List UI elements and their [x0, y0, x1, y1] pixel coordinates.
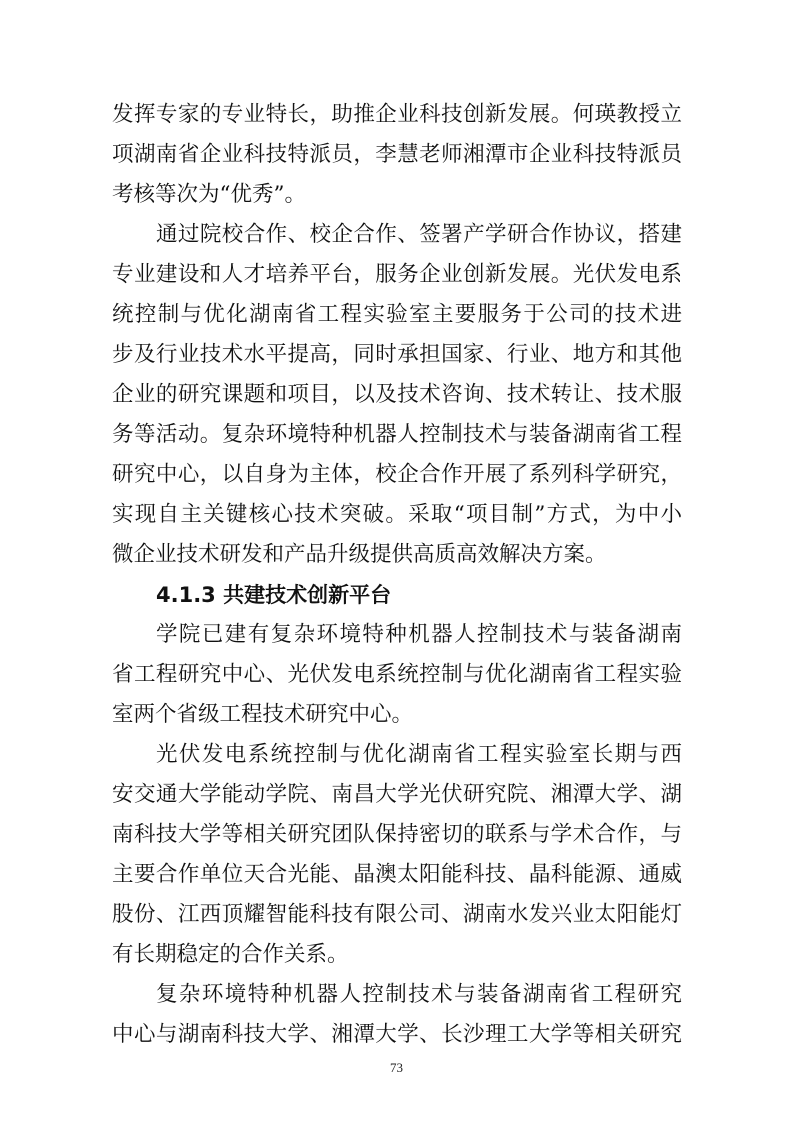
- body-text-line: 务等活动。复杂环境特种机器人控制技术与装备湖南省工程: [112, 422, 682, 447]
- body-text-line: 专业建设和人才培养平台，服务企业创新发展。光伏发电系: [112, 262, 682, 287]
- section-heading: 4.1.3 共建技术创新平台: [156, 583, 392, 607]
- page-number: 73: [390, 1060, 403, 1075]
- body-text-line: 发挥专家的专业特长，助推企业科技创新发展。何瑛教授立: [112, 102, 682, 127]
- body-text-line: 企业的研究课题和项目，以及技术咨询、技术转让、技术服: [112, 382, 682, 407]
- body-text-line: 项湖南省企业科技特派员，李慧老师湘潭市企业科技特派员: [112, 142, 682, 167]
- body-text-line: 光伏发电系统控制与优化湖南省工程实验室长期与西: [156, 742, 682, 767]
- body-text-line: 通过院校合作、校企合作、签署产学研合作协议，搭建: [156, 222, 682, 247]
- body-text-line: 统控制与优化湖南省工程实验室主要服务于公司的技术进: [112, 302, 682, 327]
- body-text-line: 安交通大学能动学院、南昌大学光伏研究院、湘潭大学、湖: [112, 782, 682, 807]
- body-text-line: 南科技大学等相关研究团队保持密切的联系与学术合作，与: [112, 822, 682, 847]
- body-text-line: 室两个省级工程技术研究中心。: [112, 702, 414, 727]
- body-text-line: 有长期稳定的合作关系。: [112, 942, 349, 967]
- body-text-line: 研究中心，以自身为主体，校企合作开展了系列科学研究，: [112, 462, 682, 487]
- body-text-line: 复杂环境特种机器人控制技术与装备湖南省工程研究: [156, 982, 682, 1007]
- body-text-line: 实现自主关键核心技术突破。采取“项目制”方式，为中小: [112, 502, 682, 527]
- body-text-line: 微企业技术研发和产品升级提供高质高效解决方案。: [112, 542, 607, 567]
- body-text-line: 中心与湖南科技大学、湘潭大学、长沙理工大学等相关研究: [112, 1022, 682, 1047]
- body-text-line: 学院已建有复杂环境特种机器人控制技术与装备湖南: [156, 622, 682, 647]
- body-text-line: 主要合作单位天合光能、晶澳太阳能科技、晶科能源、通威: [112, 862, 682, 887]
- body-text-line: 股份、江西顶耀智能科技有限公司、湖南水发兴业太阳能灯: [112, 902, 682, 927]
- body-text-line: 省工程研究中心、光伏发电系统控制与优化湖南省工程实验: [112, 662, 682, 687]
- body-text-line: 步及行业技术水平提高，同时承担国家、行业、地方和其他: [112, 342, 682, 367]
- body-text-line: 考核等次为“优秀”。: [112, 182, 306, 207]
